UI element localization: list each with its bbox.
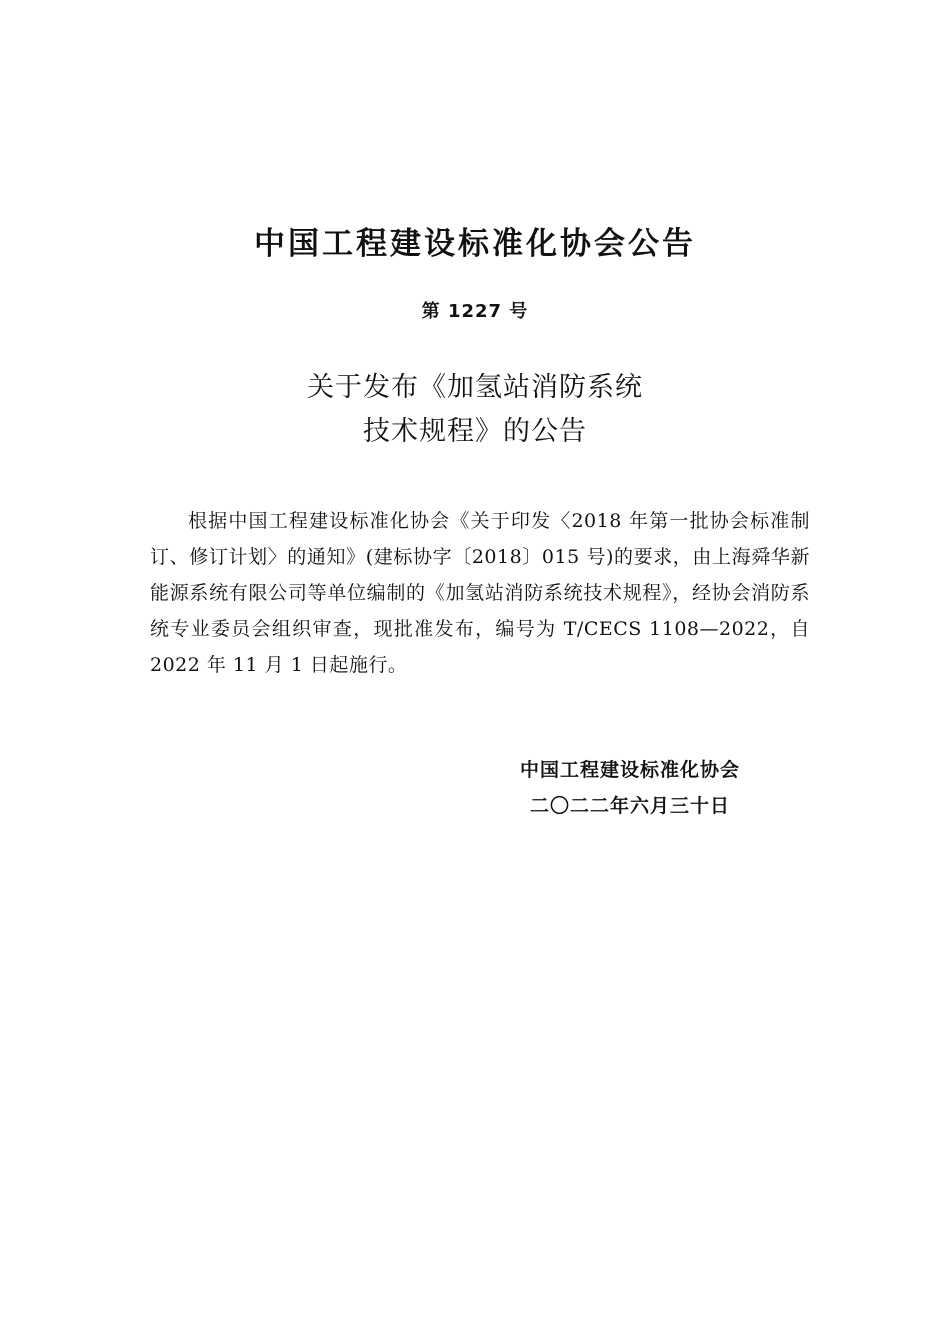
signature-block [480,752,780,824]
signature-date: 二〇二二年六月三十日 [529,795,730,817]
announcement-subject [0,366,950,454]
subject-line-2: 技术规程》的公告 [363,416,587,447]
announcement-body: 根据中国工程建设标准化协会《关于印发〈2018 年第一批协会标准制订、修订计划〉的通知》(建标协字〔2018〕015 号)的要求，由上海舜华新能源系统有限公司等单位编制的《加氢站消防系统技术规程》，经协会消防系统专业委员会组织审查，现批准发布，编号为 T/CECS 1108—2022，自 2022 年 11 月 1 日起施行。 [150,510,810,676]
subject-line-1: 关于发布《加氢站消防系统 [307,372,643,403]
announcement-number: 第 1227 号 [421,301,529,322]
announcement-title: 中国工程建设标准化协会公告 [254,226,696,262]
signature-organization: 中国工程建设标准化协会 [519,759,740,781]
